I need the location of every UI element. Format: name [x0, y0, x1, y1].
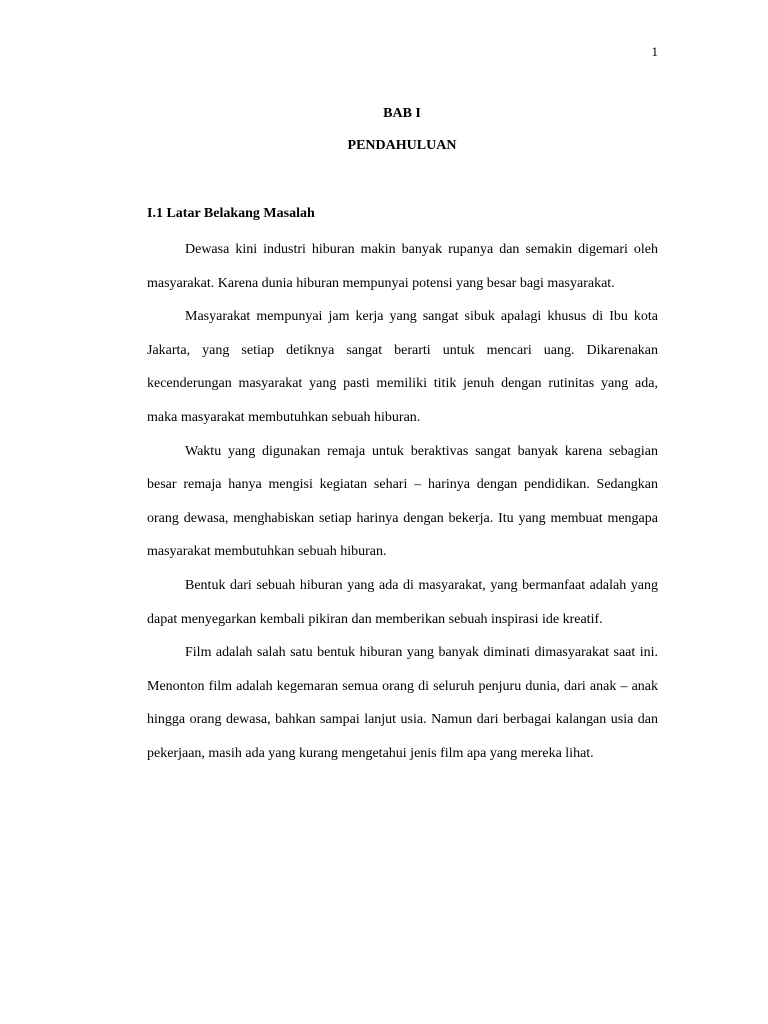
- chapter-title: PENDAHULUAN: [347, 138, 457, 153]
- paragraph: Waktu yang digunakan remaja untuk beraktivas sangat banyak karena sebagian besar remaja hanya mengisi kegiatan sehari – harinya dengan pendidikan. Sedangkan orang dewasa, menghabiskan setiap harinya dengan bekerja. Itu yang membuat mengapa masyarakat membutuhkan sebuah hiburan.: [147, 443, 658, 560]
- paragraph: Bentuk dari sebuah hiburan yang ada di masyarakat, yang bermanfaat adalah yang dapat menyegarkan kembali pikiran dan memberikan sebuah inspirasi ide kreatif.: [147, 577, 658, 627]
- page-number: 1: [651, 44, 658, 59]
- chapter-number: BAB I: [383, 106, 421, 121]
- paragraph: Masyarakat mempunyai jam kerja yang sangat sibuk apalagi khusus di Ibu kota Jakarta, yang setiap detiknya sangat berarti untuk mencari uang. Dikarenakan kecenderungan masyarakat yang pasti memiliki titik jenuh dengan rutinitas yang ada, maka masyarakat membutuhkan sebuah hiburan.: [147, 309, 658, 425]
- body-text: [147, 233, 658, 771]
- paragraph: Dewasa kini industri hiburan makin banyak rupanya dan semakin digemari oleh masyarakat. Karena dunia hiburan mempunyai potensi yang besar bagi masyarakat.: [147, 242, 658, 291]
- paragraph: Film adalah salah satu bentuk hiburan yang banyak diminati dimasyarakat saat ini. Menonton film adalah kegemaran semua orang di seluruh penjuru dunia, dari anak – anak hingga orang dewasa, bahkan sampai lanjut usia. Namun dari berbagai kalangan usia dan pekerjaan, masih ada yang kurang mengetahui jenis film apa yang mereka lihat.: [147, 645, 658, 761]
- section-heading: I.1 Latar Belakang Masalah: [147, 206, 315, 221]
